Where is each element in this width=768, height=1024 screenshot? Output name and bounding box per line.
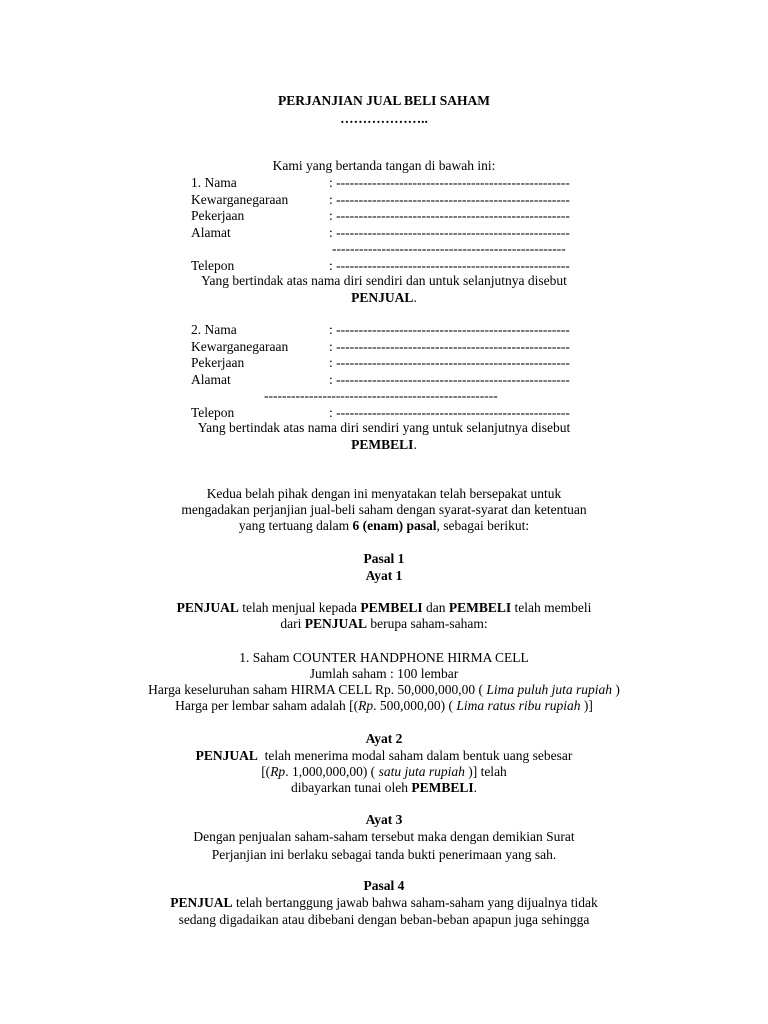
party1-statement: Yang bertindak atas nama diri sendiri dan untuk selanjutnya disebut xyxy=(201,273,567,288)
agreement-line-3-pre: yang tertuang dalam xyxy=(238,518,353,533)
agreement-line-3-post: , sebagai berikut: xyxy=(436,518,530,533)
party2-nama-line: : ---------------------------------------------------- xyxy=(329,322,570,337)
party2-kewarganegaraan-line: : ---------------------------------------------------- xyxy=(329,338,570,354)
ayat3-heading-text: Ayat 3 xyxy=(365,812,403,827)
party2-pekerjaan-line: : ---------------------------------------------------- xyxy=(329,355,570,370)
party1-nama-label: 1. Nama xyxy=(191,175,237,190)
harga-lembar-words: Lima ratus ribu rupiah xyxy=(456,698,581,713)
ayat2-penjual: PENJUAL xyxy=(195,748,258,763)
party1-pekerjaan-line: : ---------------------------------------------------- xyxy=(329,208,570,223)
agreement-line-3 xyxy=(0,518,768,535)
harga-lembar-pre: Harga per lembar saham adalah [( xyxy=(175,698,359,713)
party1-alamat-label: Alamat xyxy=(191,224,231,240)
party1-telepon-line: : ---------------------------------------------------- xyxy=(329,257,570,273)
pasal1-heading-text: Pasal 1 xyxy=(363,551,405,566)
party1-telepon-label: Telepon xyxy=(191,257,235,273)
harga-lembar-mid: . 500,000,00) ( xyxy=(373,698,457,713)
party1-nama-line: : ---------------------------------------------------- xyxy=(329,175,570,190)
ayat2-heading xyxy=(0,731,768,748)
party2-role-suffix: . xyxy=(413,437,417,452)
party2-alamat-extra-line: ---------------------------------------------------- xyxy=(264,388,498,403)
ayat1-l1-pembeli-2: PEMBELI xyxy=(448,600,512,615)
ayat1-l1-pembeli-1: PEMBELI xyxy=(360,600,423,615)
party2-pekerjaan-label: Pekerjaan xyxy=(191,355,245,370)
party2-kewarganegaraan-label: Kewarganegaraan xyxy=(191,338,289,354)
ayat3-line-1: Dengan penjualan saham-saham tersebut maka dengan demikian Surat xyxy=(193,829,575,844)
ayat1-item: 1. Saham COUNTER HANDPHONE HIRMA CELL xyxy=(239,650,529,665)
ayat3-line-2: Perjanjian ini berlaku sebagai tanda bukti penerimaan yang sah. xyxy=(211,847,557,862)
harga-total-words: Lima puluh juta rupiah xyxy=(486,682,612,697)
party2-alamat-label: Alamat xyxy=(191,371,231,387)
party1-role-suffix: . xyxy=(413,290,417,305)
agreement-line-1: Kedua belah pihak dengan ini menyatakan telah bersepakat untuk xyxy=(206,486,562,501)
ayat1-l1-text-2: dan xyxy=(422,600,449,615)
ayat1-line-2 xyxy=(0,616,768,633)
ayat2-heading-text: Ayat 2 xyxy=(365,731,403,746)
party2-telepon-label: Telepon xyxy=(191,404,235,420)
title-dots: ……………….. xyxy=(340,111,428,126)
harga-lembar-rp: Rp xyxy=(358,698,374,713)
ayat2-l2-open: [( xyxy=(261,764,271,779)
pasal1-heading xyxy=(0,551,768,568)
party1-kewarganegaraan-line: : ---------------------------------------------------- xyxy=(329,191,570,207)
ayat1-l1-penjual: PENJUAL xyxy=(176,600,239,615)
party2-statement: Yang bertindak atas nama diri sendiri yang untuk selanjutnya disebut xyxy=(197,420,571,435)
party1-kewarganegaraan-label: Kewarganegaraan xyxy=(191,191,289,207)
pasal4-penjual: PENJUAL xyxy=(170,895,233,910)
party1-role: PENJUAL xyxy=(351,290,414,305)
ayat2-l3-period: . xyxy=(473,780,477,795)
pasal4-line-1 xyxy=(0,895,768,912)
party2-role-line xyxy=(0,437,768,454)
pasal4-l1-text: telah bertanggung jawab bahwa saham-saham yang dijualnya tidak xyxy=(232,895,598,910)
agreement-pasal-count: 6 (enam) pasal xyxy=(352,518,437,533)
pasal4-line-2: sedang digadaikan atau dibebani dengan beban-beban apapun juga sehingga xyxy=(178,912,590,927)
ayat2-l2-amount: . 1,000,000,00) ( xyxy=(285,764,379,779)
party2-role: PEMBELI xyxy=(351,437,414,452)
party2-telepon-line: : ---------------------------------------------------- xyxy=(329,404,570,420)
document-title: PERJANJIAN JUAL BELI SAHAM xyxy=(278,93,490,108)
ayat1-jumlah: Jumlah saham : 100 lembar xyxy=(309,666,459,681)
harga-lembar-post: )] xyxy=(580,698,593,713)
pasal4-heading xyxy=(0,878,768,895)
ayat2-line-2 xyxy=(0,764,768,781)
harga-total-pre: Harga keseluruhan saham HIRMA CELL Rp. 50,000,000,00 ( xyxy=(148,682,487,697)
ayat2-l2-words: satu juta rupiah xyxy=(378,764,465,779)
party2-nama-label: 2. Nama xyxy=(191,322,237,337)
ayat2-l2-close: )] telah xyxy=(464,764,507,779)
ayat3-heading xyxy=(0,812,768,829)
intro-text: Kami yang bertanda tangan di bawah ini: xyxy=(272,158,496,173)
harga-total-post: ) xyxy=(611,682,620,697)
agreement-line-2: mengadakan perjanjian jual-beli saham dengan syarat-syarat dan ketentuan xyxy=(181,502,587,517)
party2-alamat-line: : ---------------------------------------------------- xyxy=(329,371,570,387)
ayat1-l1-text-3: telah membeli xyxy=(511,600,592,615)
ayat1-harga-lembar xyxy=(0,698,768,715)
party1-pekerjaan-label: Pekerjaan xyxy=(191,208,245,223)
ayat1-l2-text-2: berupa saham-saham: xyxy=(366,616,488,631)
ayat2-l3-text: dibayarkan tunai oleh xyxy=(291,780,412,795)
ayat2-line-1 xyxy=(0,748,768,765)
ayat2-l3-pembeli: PEMBELI xyxy=(411,780,474,795)
pasal4-heading-text: Pasal 4 xyxy=(363,878,405,893)
party1-alamat-line: : ---------------------------------------------------- xyxy=(329,224,570,240)
party1-role-line xyxy=(0,290,768,307)
party1-alamat-extra-line: ---------------------------------------------------- xyxy=(332,241,566,256)
ayat1-harga-total xyxy=(0,682,768,699)
ayat1-heading-text: Ayat 1 xyxy=(365,568,403,583)
ayat1-l2-text-1: dari xyxy=(280,616,305,631)
ayat1-line-1 xyxy=(0,600,768,617)
ayat2-l2-rp: Rp xyxy=(270,764,286,779)
ayat1-l2-penjual: PENJUAL xyxy=(304,616,367,631)
ayat1-l1-text-1: telah menjual kepada xyxy=(238,600,361,615)
ayat2-line-3 xyxy=(0,780,768,797)
ayat1-heading xyxy=(0,568,768,585)
ayat2-l1-text: telah menerima modal saham dalam bentuk uang sebesar xyxy=(257,748,573,763)
